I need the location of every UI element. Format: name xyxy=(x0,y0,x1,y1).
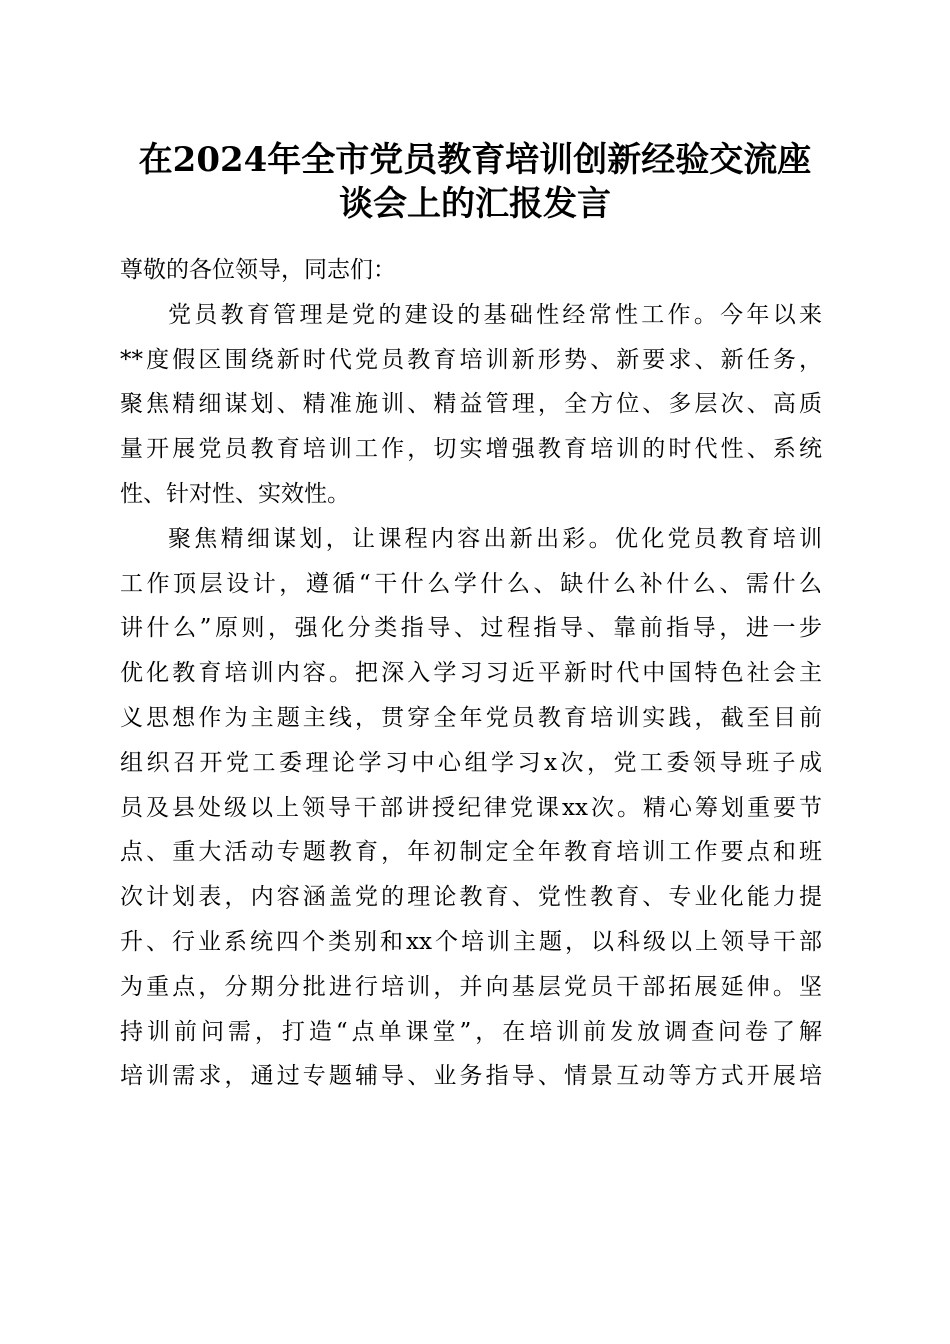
paragraph-line: 讲什么”原则，强化分类指导、过程指导、靠前指导，进一步 xyxy=(120,615,822,642)
paragraph-line: 性、针对性、实效性。 xyxy=(120,480,350,507)
paragraph-line: 义思想作为主题主线，贯穿全年党员教育培训实践，截至目前 xyxy=(120,704,822,731)
paragraph-line: 员及县处级以上领导干部讲授纪律党课xx次。精心筹划重要节 xyxy=(120,794,822,821)
paragraph-planning xyxy=(120,517,822,1099)
paragraph-line: 聚焦精细谋划、精准施训、精益管理，全方位、多层次、高质 xyxy=(120,391,822,418)
paragraph-line: 升、行业系统四个类别和xx个培训主题，以科级以上领导干部 xyxy=(120,928,822,955)
document-body xyxy=(120,248,822,1099)
title-line: 在2024年全市党员教育培训创新经验交流座 xyxy=(138,140,812,180)
salutation: 尊敬的各位领导，同志们： xyxy=(120,257,396,283)
paragraph-line: 优化教育培训内容。把深入学习习近平新时代中国特色社会主 xyxy=(120,660,822,687)
paragraph-line: 量开展党员教育培训工作，切实增强教育培训的时代性、系统 xyxy=(120,436,822,463)
paragraph-line: 党员教育管理是党的建设的基础性经常性工作。今年以来 xyxy=(168,301,822,328)
title-line: 谈会上的汇报发言 xyxy=(339,184,611,224)
paragraph-line: 持训前问需，打造“点单课堂”，在培训前发放调查问卷了解 xyxy=(120,1018,822,1045)
paragraph-line: 为重点，分期分批进行培训，并向基层党员干部拓展延伸。坚 xyxy=(120,973,822,1000)
paragraph-line: 聚焦精细谋划，让课程内容出新出彩。优化党员教育培训 xyxy=(168,525,822,552)
document-title xyxy=(100,138,850,226)
paragraph-line: 点、重大活动专题教育，年初制定全年教育培训工作要点和班 xyxy=(120,839,822,866)
paragraph-line: **度假区围绕新时代党员教育培训新形势、新要求、新任务， xyxy=(120,346,822,373)
paragraph-line: 工作顶层设计，遵循“干什么学什么、缺什么补什么、需什么 xyxy=(120,570,822,597)
paragraph-line: 培训需求，通过专题辅导、业务指导、情景互动等方式开展培 xyxy=(120,1063,822,1090)
paragraph-line: 组织召开党工委理论学习中心组学习x次，党工委领导班子成 xyxy=(120,749,822,776)
paragraph-line: 次计划表，内容涵盖党的理论教育、党性教育、专业化能力提 xyxy=(120,884,822,911)
paragraph-intro xyxy=(120,293,822,517)
